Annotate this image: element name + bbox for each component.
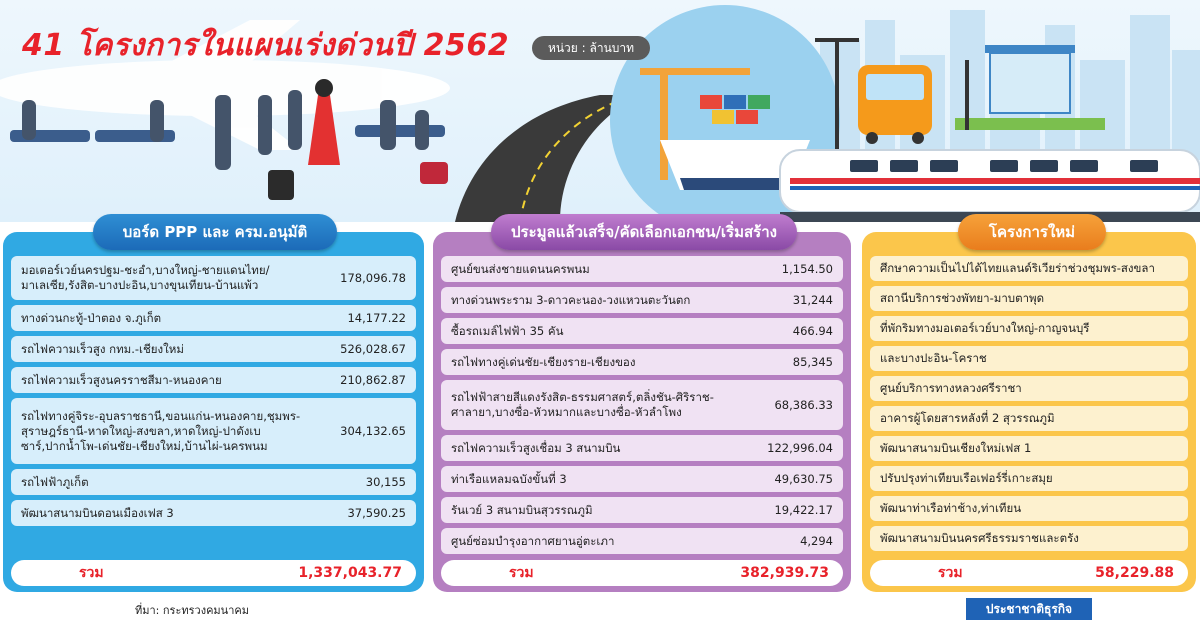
list-item <box>11 367 416 393</box>
list-item <box>870 436 1188 461</box>
list-item <box>870 346 1188 371</box>
project-name: ศูนย์ขนส่งชายแดนนครพนม <box>451 261 590 276</box>
project-name: สถานีบริการช่วงพัทยา-มาบตาพุด <box>880 291 1045 305</box>
project-name: ซื้อรถเมล์ไฟฟ้า 35 คัน <box>451 323 564 338</box>
list-item <box>11 469 416 495</box>
panel-ppp-list <box>11 256 416 531</box>
project-name: พัฒนาท่าเรือท่าช้าง,ท่าเทียน <box>880 501 1022 515</box>
project-value: 304,132.65 <box>340 424 406 438</box>
panel-bidding-total <box>441 560 843 586</box>
project-value: 49,630.75 <box>774 472 833 486</box>
list-item <box>441 318 843 344</box>
project-name: และบางปะอิน-โคราช <box>880 351 987 365</box>
project-name: รถไฟความเร็วสูงเชื่อม 3 สนามบิน <box>451 440 621 455</box>
project-name: รถไฟความเร็วสูงนครราชสีมา-หนองคาย <box>21 372 222 387</box>
project-value: 31,244 <box>792 293 833 307</box>
source-credit: ที่มา: กระทรวงคมนาคม <box>135 604 249 617</box>
project-name: ทางด่วนกะทู้-ป่าตอง จ.ภูเก็ต <box>21 310 162 325</box>
hero-illustration <box>0 0 1200 222</box>
total-label: รวม <box>509 565 534 581</box>
panel-new-list <box>870 256 1188 556</box>
project-value: 68,386.33 <box>774 398 833 412</box>
project-value: 85,345 <box>792 355 833 369</box>
list-item <box>441 528 843 554</box>
project-name: ศูนย์ซ่อมบำรุงอากาศยานอู่ตะเภา <box>451 533 615 548</box>
panel-bidding-header: ประมูลแล้วเสร็จ/คัดเลือกเอกชน/เริ่มสร้าง <box>491 214 797 250</box>
list-item <box>441 349 843 375</box>
total-value: 382,939.73 <box>740 565 829 581</box>
project-value: 466.94 <box>792 324 833 338</box>
list-item <box>870 286 1188 311</box>
panel-new-total <box>870 560 1188 586</box>
project-value: 210,862.87 <box>340 373 406 387</box>
project-name: ศึกษาความเป็นไปได้ไทยแลนด์ริเวียร่าช่วงชุมพร-สงขลา <box>880 261 1155 275</box>
project-name: รถไฟทางคู่เด่นชัย-เชียงราย-เชียงของ <box>451 354 636 369</box>
list-item <box>11 398 416 464</box>
project-name: พัฒนาสนามบินเชียงใหม่เฟส 1 <box>880 441 1032 455</box>
project-name: รถไฟฟ้าภูเก็ต <box>21 474 89 489</box>
total-label: รวม <box>938 565 963 581</box>
list-item <box>870 406 1188 431</box>
project-value: 178,096.78 <box>340 271 406 285</box>
project-name: มอเตอร์เวย์นครปฐม-ชะอำ,บางใหญ่-ชายแดนไทย/มาเลเซีย,รังสิต-บางปะอิน,บางขุนเทียน-บ้านแพ้ว <box>21 263 270 292</box>
list-item <box>11 256 416 300</box>
project-value: 4,294 <box>800 534 833 548</box>
project-name: พัฒนาสนามบินนครศรีธรรมราชและตรัง <box>880 531 1079 545</box>
publisher-logo: ประชาชาติธุรกิจ <box>966 598 1092 620</box>
project-value: 122,996.04 <box>767 441 833 455</box>
project-name: อาคารผู้โดยสารหลังที่ 2 สุวรรณภูมิ <box>880 411 1055 425</box>
list-item <box>441 380 843 430</box>
panel-bidding-list <box>441 256 843 559</box>
project-value: 1,154.50 <box>781 262 833 276</box>
project-name: ท่าเรือแหลมฉบังขั้นที่ 3 <box>451 471 567 486</box>
list-item <box>870 526 1188 551</box>
project-name: รันเวย์ 3 สนามบินสุวรรณภูมิ <box>451 502 593 517</box>
list-item <box>870 496 1188 521</box>
panel-bidding <box>433 223 851 592</box>
list-item <box>441 287 843 313</box>
total-label: รวม <box>79 565 104 581</box>
project-value: 30,155 <box>365 475 406 489</box>
project-name: ที่พักริมทางมอเตอร์เวย์บางใหญ่-กาญจนบุรี <box>880 321 1090 335</box>
list-item <box>441 256 843 282</box>
panel-ppp-approved <box>3 223 424 592</box>
unit-badge: หน่วย : ล้านบาท <box>532 36 650 60</box>
project-value: 14,177.22 <box>347 311 406 325</box>
panel-ppp-header: บอร์ด PPP และ ครม.อนุมัติ <box>93 214 337 250</box>
total-value: 1,337,043.77 <box>298 565 402 581</box>
page-title: 41 โครงการในแผนเร่งด่วนปี 2562 <box>22 28 510 63</box>
panel-ppp-total <box>11 560 416 586</box>
list-item <box>870 466 1188 491</box>
list-item <box>11 500 416 526</box>
list-item <box>870 376 1188 401</box>
project-value: 37,590.25 <box>347 506 406 520</box>
total-value: 58,229.88 <box>1095 565 1174 581</box>
project-name: รถไฟความเร็วสูง กทม.-เชียงใหม่ <box>21 341 184 356</box>
project-name: พัฒนาสนามบินดอนเมืองเฟส 3 <box>21 505 174 520</box>
list-item <box>441 466 843 492</box>
list-item <box>441 497 843 523</box>
list-item <box>11 336 416 362</box>
panel-new-header: โครงการใหม่ <box>958 214 1106 250</box>
list-item <box>870 316 1188 341</box>
panel-new-projects <box>862 223 1196 592</box>
project-value: 19,422.17 <box>774 503 833 517</box>
project-value: 526,028.67 <box>340 342 406 356</box>
project-name: รถไฟฟ้าสายสีแดงรังสิต-ธรรมศาสตร์,ตลิ่งชัน-ศิริราช-ศาลายา,บางซื่อ-หัวหมากและบางซื่อ-หัวลำโพง <box>451 390 714 419</box>
list-item <box>11 305 416 331</box>
project-name: รถไฟทางคู่จิระ-อุบลราชธานี,ขอนแก่น-หนองคาย,ชุมพร-สุราษฎร์ธานี-หาดใหญ่-สงขลา,หาดใหญ่-ปาดังเบซาร์,ปากน้ำโพ-เด่นชัย-เชียงใหม่,บ้านไผ่-นครพนม <box>21 408 301 453</box>
list-item <box>441 435 843 461</box>
project-name: ทางด่วนพระราม 3-ดาวคะนอง-วงแหวนตะวันตก <box>451 292 691 307</box>
project-name: ปรับปรุงท่าเทียบเรือเฟอร์รี่เกาะสมุย <box>880 471 1053 485</box>
list-item <box>870 256 1188 281</box>
project-name: ศูนย์บริการทางหลวงศรีราชา <box>880 381 1022 395</box>
